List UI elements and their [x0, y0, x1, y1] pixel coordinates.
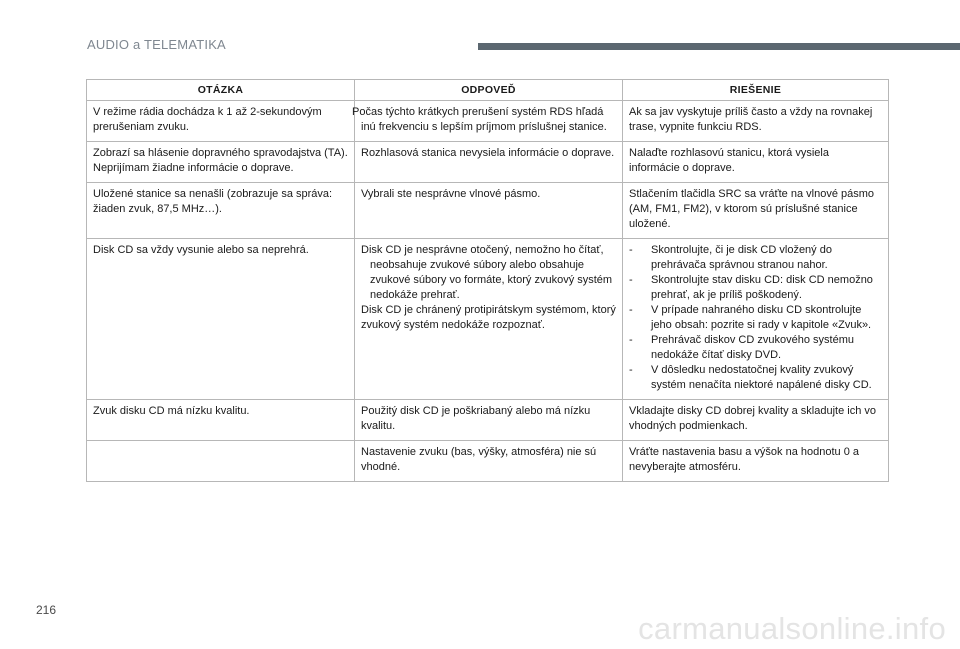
question-cell: Uložené stanice sa nenašli (zobrazuje sa správa: žiaden zvuk, 87,5 MHz…). [87, 183, 355, 239]
answer-cell: Použitý disk CD je poškriabaný alebo má nízku kvalitu. [355, 400, 623, 441]
answer-cell [355, 239, 623, 400]
dash-bullet: - [629, 364, 633, 376]
column-header-answer: ODPOVEĎ [355, 80, 623, 101]
troubleshooting-table [86, 79, 889, 482]
question-cell: Zobrazí sa hlásenie dopravného spravodajstva (TA). Neprijímam žiadne informácie o doprave. [87, 142, 355, 183]
dash-bullet: - [629, 334, 633, 346]
table-row [87, 400, 889, 441]
table-header-row [87, 80, 889, 101]
column-header-solution: RIEŠENIE [623, 80, 889, 101]
solution-cell: Stlačením tlačidla SRC sa vráťte na vlnové pásmo (AM, FM1, FM2), v ktorom sú príslušné stanice uložené. [623, 183, 889, 239]
list-item-text: V prípade nahraného disku CD skontrolujte jeho obsah: pozrite si rady v kapitole «Zvuk». [651, 304, 872, 331]
list-item-text: Skontrolujte stav disku CD: disk CD nemožno prehrať, ak je príliš poškodený. [651, 274, 873, 301]
solution-cell: Vráťte nastavenia basu a výšok na hodnotu 0 a nevyberajte atmosféru. [623, 441, 889, 482]
list-item [629, 303, 882, 333]
table-row [87, 441, 889, 482]
answer-cell: Nastavenie zvuku (bas, výšky, atmosféra) nie sú vhodné. [355, 441, 623, 482]
list-item-text: Prehrávač diskov CD zvukového systému nedokáže čítať disky DVD. [651, 334, 854, 361]
solution-cell [623, 239, 889, 400]
watermark: carmanualsonline.info [638, 611, 946, 646]
solution-cell: Ak sa jav vyskytuje príliš často a vždy na rovnakej trase, vypnite funkciu RDS. [623, 101, 889, 142]
page-number: 216 [36, 603, 57, 617]
header-bar [478, 43, 960, 50]
section-title: AUDIO a TELEMATIKA [87, 37, 226, 52]
answer-paragraph-2: Disk CD je chránený protipirátskym systémom, ktorý zvukový systém nedokáže rozpoznať. [361, 304, 616, 331]
answer-cell: Rozhlasová stanica nevysiela informácie o doprave. [355, 142, 623, 183]
question-cell: Disk CD sa vždy vysunie alebo sa neprehrá. [87, 239, 355, 400]
question-cell: V režime rádia dochádza k 1 až 2-sekundovým prerušeniam zvuku. [87, 101, 355, 142]
solution-list [629, 243, 882, 393]
list-item [629, 273, 882, 303]
question-cell: Zvuk disku CD má nízku kvalitu. [87, 400, 355, 441]
question-cell [87, 441, 355, 482]
list-item [629, 363, 882, 393]
table-row [87, 142, 889, 183]
table-row [87, 183, 889, 239]
answer-cell [352, 101, 623, 142]
dash-bullet: - [629, 304, 633, 316]
list-item [629, 333, 882, 363]
list-item [629, 243, 882, 273]
table-row [87, 101, 889, 142]
list-item-text: V dôsledku nedostatočnej kvality zvukový systém nenačíta niektoré napálené disky CD. [651, 364, 872, 391]
answer-cell: Vybrali ste nesprávne vlnové pásmo. [355, 183, 623, 239]
dash-bullet: - [629, 244, 633, 256]
solution-cell: Vkladajte disky CD dobrej kvality a skladujte ich vo vhodných podmienkach. [623, 400, 889, 441]
column-header-question: OTÁZKA [87, 80, 355, 101]
solution-cell: Nalaďte rozhlasovú stanicu, ktorá vysiela informácie o doprave. [623, 142, 889, 183]
table-row [87, 239, 889, 400]
list-item-text: Skontrolujte, či je disk CD vložený do prehrávača správnou stranou nahor. [651, 244, 832, 271]
answer-text: Počas týchto krátkych prerušení systém RDS hľadá inú frekvenciu s lepším príjmom príslušnej stanice. [352, 106, 607, 133]
dash-bullet: - [629, 274, 633, 286]
answer-paragraph-1: Disk CD je nesprávne otočený, nemožno ho čítať, neobsahuje zvukové súbory alebo obsahuje zvukové súbory vo formáte, ktorý zvukový systém nedokáže prehrať. [361, 244, 613, 301]
